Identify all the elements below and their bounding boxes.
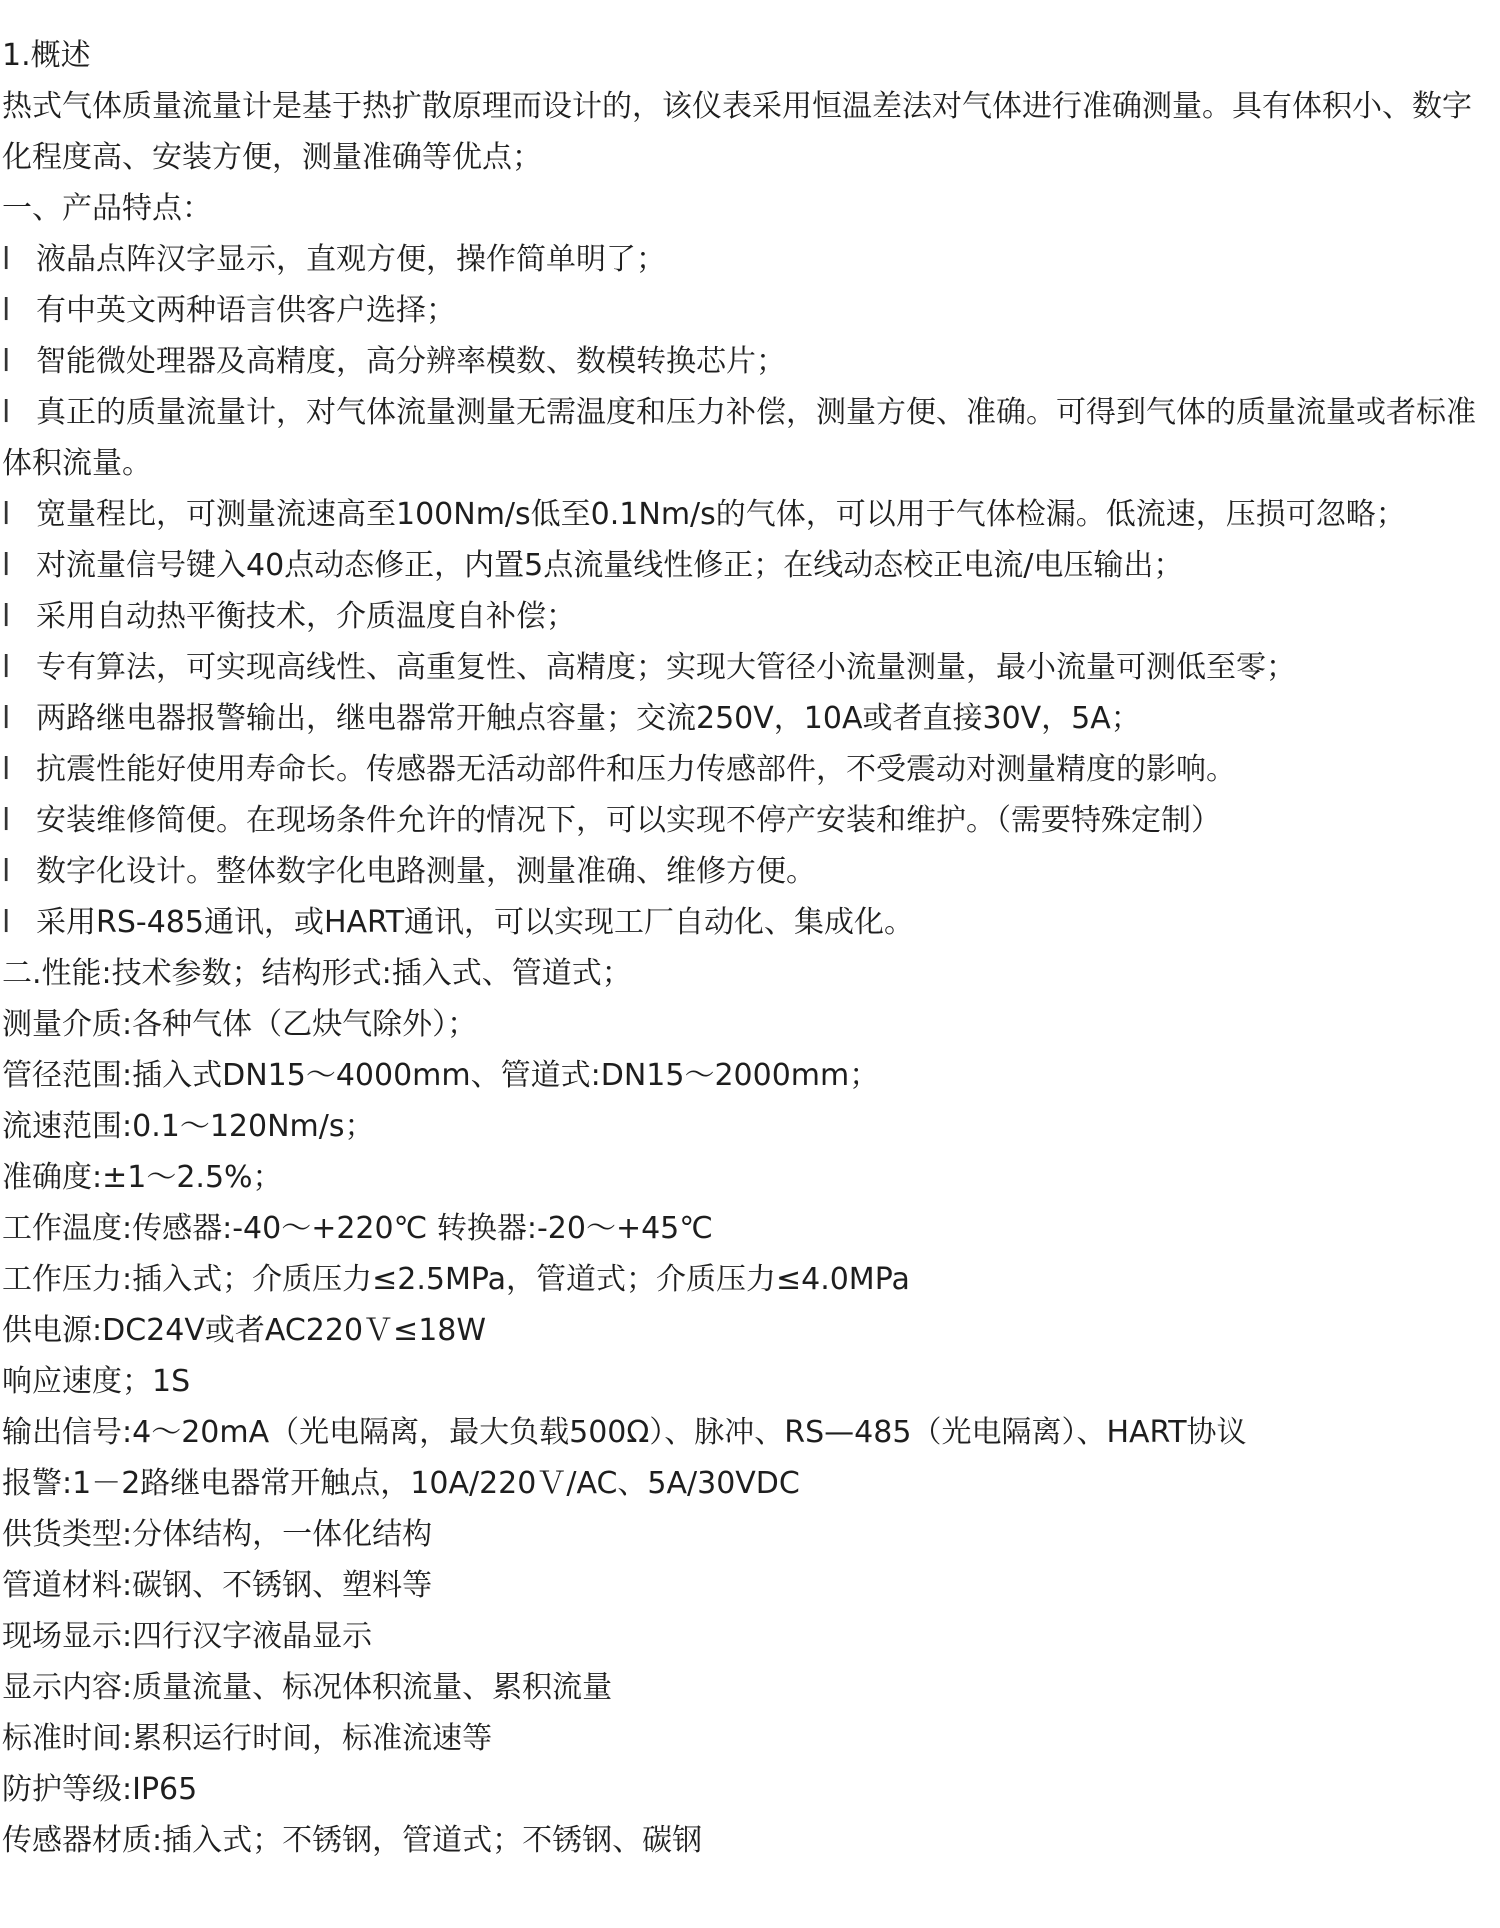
- feature-text: 采用RS-485通讯，或HART通讯，可以实现工厂自动化、集成化。: [36, 905, 915, 940]
- feature-text: 专有算法，可实现高线性、高重复性、高精度；实现大管径小流量测量，最小流量可测低至零；: [36, 650, 1296, 685]
- feature-text: 宽量程比，可测量流速高至100Nm/s低至0.1Nm/s的气体，可以用于气体检漏。低流速，压损可忽略；: [36, 497, 1406, 532]
- overview-heading: 1.概述: [2, 38, 91, 73]
- specs-list: [0, 948, 1500, 1866]
- feature-item: [0, 897, 1500, 948]
- feature-item: [0, 387, 1500, 489]
- spec-item: 工作温度:传感器:-40～+220℃ 转换器:-20～+45℃: [2, 1211, 713, 1246]
- feature-item: [0, 642, 1500, 693]
- overview-paragraph: 热式气体质量流量计是基于热扩散原理而设计的，该仪表采用恒温差法对气体进行准确测量。具有体积小、数字化程度高、安装方便，测量准确等优点；: [2, 89, 1472, 175]
- feature-text: 对流量信号键入40点动态修正，内置5点流量线性修正；在线动态校正电流/电压输出；: [36, 548, 1184, 583]
- bullet-icon: l: [2, 803, 11, 838]
- feature-item: [0, 744, 1500, 795]
- feature-item: [0, 489, 1500, 540]
- spec-item: 流速范围:0.1～120Nm/s；: [2, 1109, 375, 1144]
- bullet-icon: l: [2, 242, 11, 277]
- bullet-icon: l: [2, 395, 11, 430]
- features-list: [0, 234, 1500, 948]
- features-heading: 一、产品特点：: [2, 191, 212, 226]
- spec-item: 工作压力:插入式；介质压力≤2.5MPa，管道式；介质压力≤4.0MPa: [2, 1262, 910, 1297]
- feature-item: [0, 234, 1500, 285]
- bullet-icon: l: [2, 344, 11, 379]
- spec-item: 显示内容:质量流量、标况体积流量、累积流量: [2, 1670, 613, 1705]
- spec-item: 测量介质:各种气体（乙炔气除外）；: [2, 1007, 478, 1042]
- spec-item: 报警:1－2路继电器常开触点，10A/220Ｖ/AC、5A/30VDC: [2, 1466, 800, 1501]
- spec-item: 输出信号:4～20mA（光电隔离，最大负载500Ω）、脉冲、RS—485（光电隔离）、HART协议: [2, 1415, 1247, 1450]
- bullet-icon: l: [2, 701, 11, 736]
- spec-item: 标准时间:累积运行时间，标准流速等: [2, 1721, 493, 1756]
- feature-item: [0, 795, 1500, 846]
- spec-item: 管径范围:插入式DN15～4000mm、管道式:DN15～2000mm；: [2, 1058, 880, 1093]
- spec-item: 防护等级:IP65: [2, 1772, 198, 1807]
- spec-item: 供货类型:分体结构，一体化结构: [2, 1517, 433, 1552]
- feature-item: [0, 591, 1500, 642]
- feature-text: 采用自动热平衡技术，介质温度自补偿；: [36, 599, 576, 634]
- bullet-icon: l: [2, 293, 11, 328]
- feature-item: [0, 285, 1500, 336]
- feature-text: 两路继电器报警输出，继电器常开触点容量；交流250V，10A或者直接30V，5A；: [36, 701, 1141, 736]
- feature-text: 真正的质量流量计，对气体流量测量无需温度和压力补偿，测量方便、准确。可得到气体的质量流量或者标准体积流量。: [2, 395, 1476, 481]
- bullet-icon: l: [2, 599, 11, 634]
- spec-item: 二.性能:技术参数；结构形式:插入式、管道式；: [2, 956, 632, 991]
- spec-item: 供电源:DC24V或者AC220Ｖ≤18W: [2, 1313, 487, 1348]
- spec-item: 现场显示:四行汉字液晶显示: [2, 1619, 373, 1654]
- spec-item: 准确度:±1～2.5%；: [2, 1160, 283, 1195]
- feature-item: [0, 846, 1500, 897]
- bullet-icon: l: [2, 548, 11, 583]
- feature-text: 智能微处理器及高精度，高分辨率模数、数模转换芯片；: [36, 344, 786, 379]
- bullet-icon: l: [2, 650, 11, 685]
- spec-item: 管道材料:碳钢、不锈钢、塑料等: [2, 1568, 433, 1603]
- feature-item: [0, 336, 1500, 387]
- spec-item: 传感器材质:插入式；不锈钢，管道式；不锈钢、碳钢: [2, 1823, 703, 1858]
- bullet-icon: l: [2, 497, 11, 532]
- feature-text: 数字化设计。整体数字化电路测量，测量准确、维修方便。: [36, 854, 816, 889]
- spec-item: 响应速度；1S: [2, 1364, 191, 1399]
- feature-text: 液晶点阵汉字显示，直观方便，操作简单明了；: [36, 242, 666, 277]
- bullet-icon: l: [2, 752, 11, 787]
- bullet-icon: l: [2, 854, 11, 889]
- feature-text: 抗震性能好使用寿命长。传感器无活动部件和压力传感部件，不受震动对测量精度的影响。: [36, 752, 1236, 787]
- feature-text: 安装维修简便。在现场条件允许的情况下，可以实现不停产安装和维护。（需要特殊定制）: [36, 803, 1221, 838]
- feature-item: [0, 540, 1500, 591]
- feature-item: [0, 693, 1500, 744]
- bullet-icon: l: [2, 905, 11, 940]
- feature-text: 有中英文两种语言供客户选择；: [36, 293, 456, 328]
